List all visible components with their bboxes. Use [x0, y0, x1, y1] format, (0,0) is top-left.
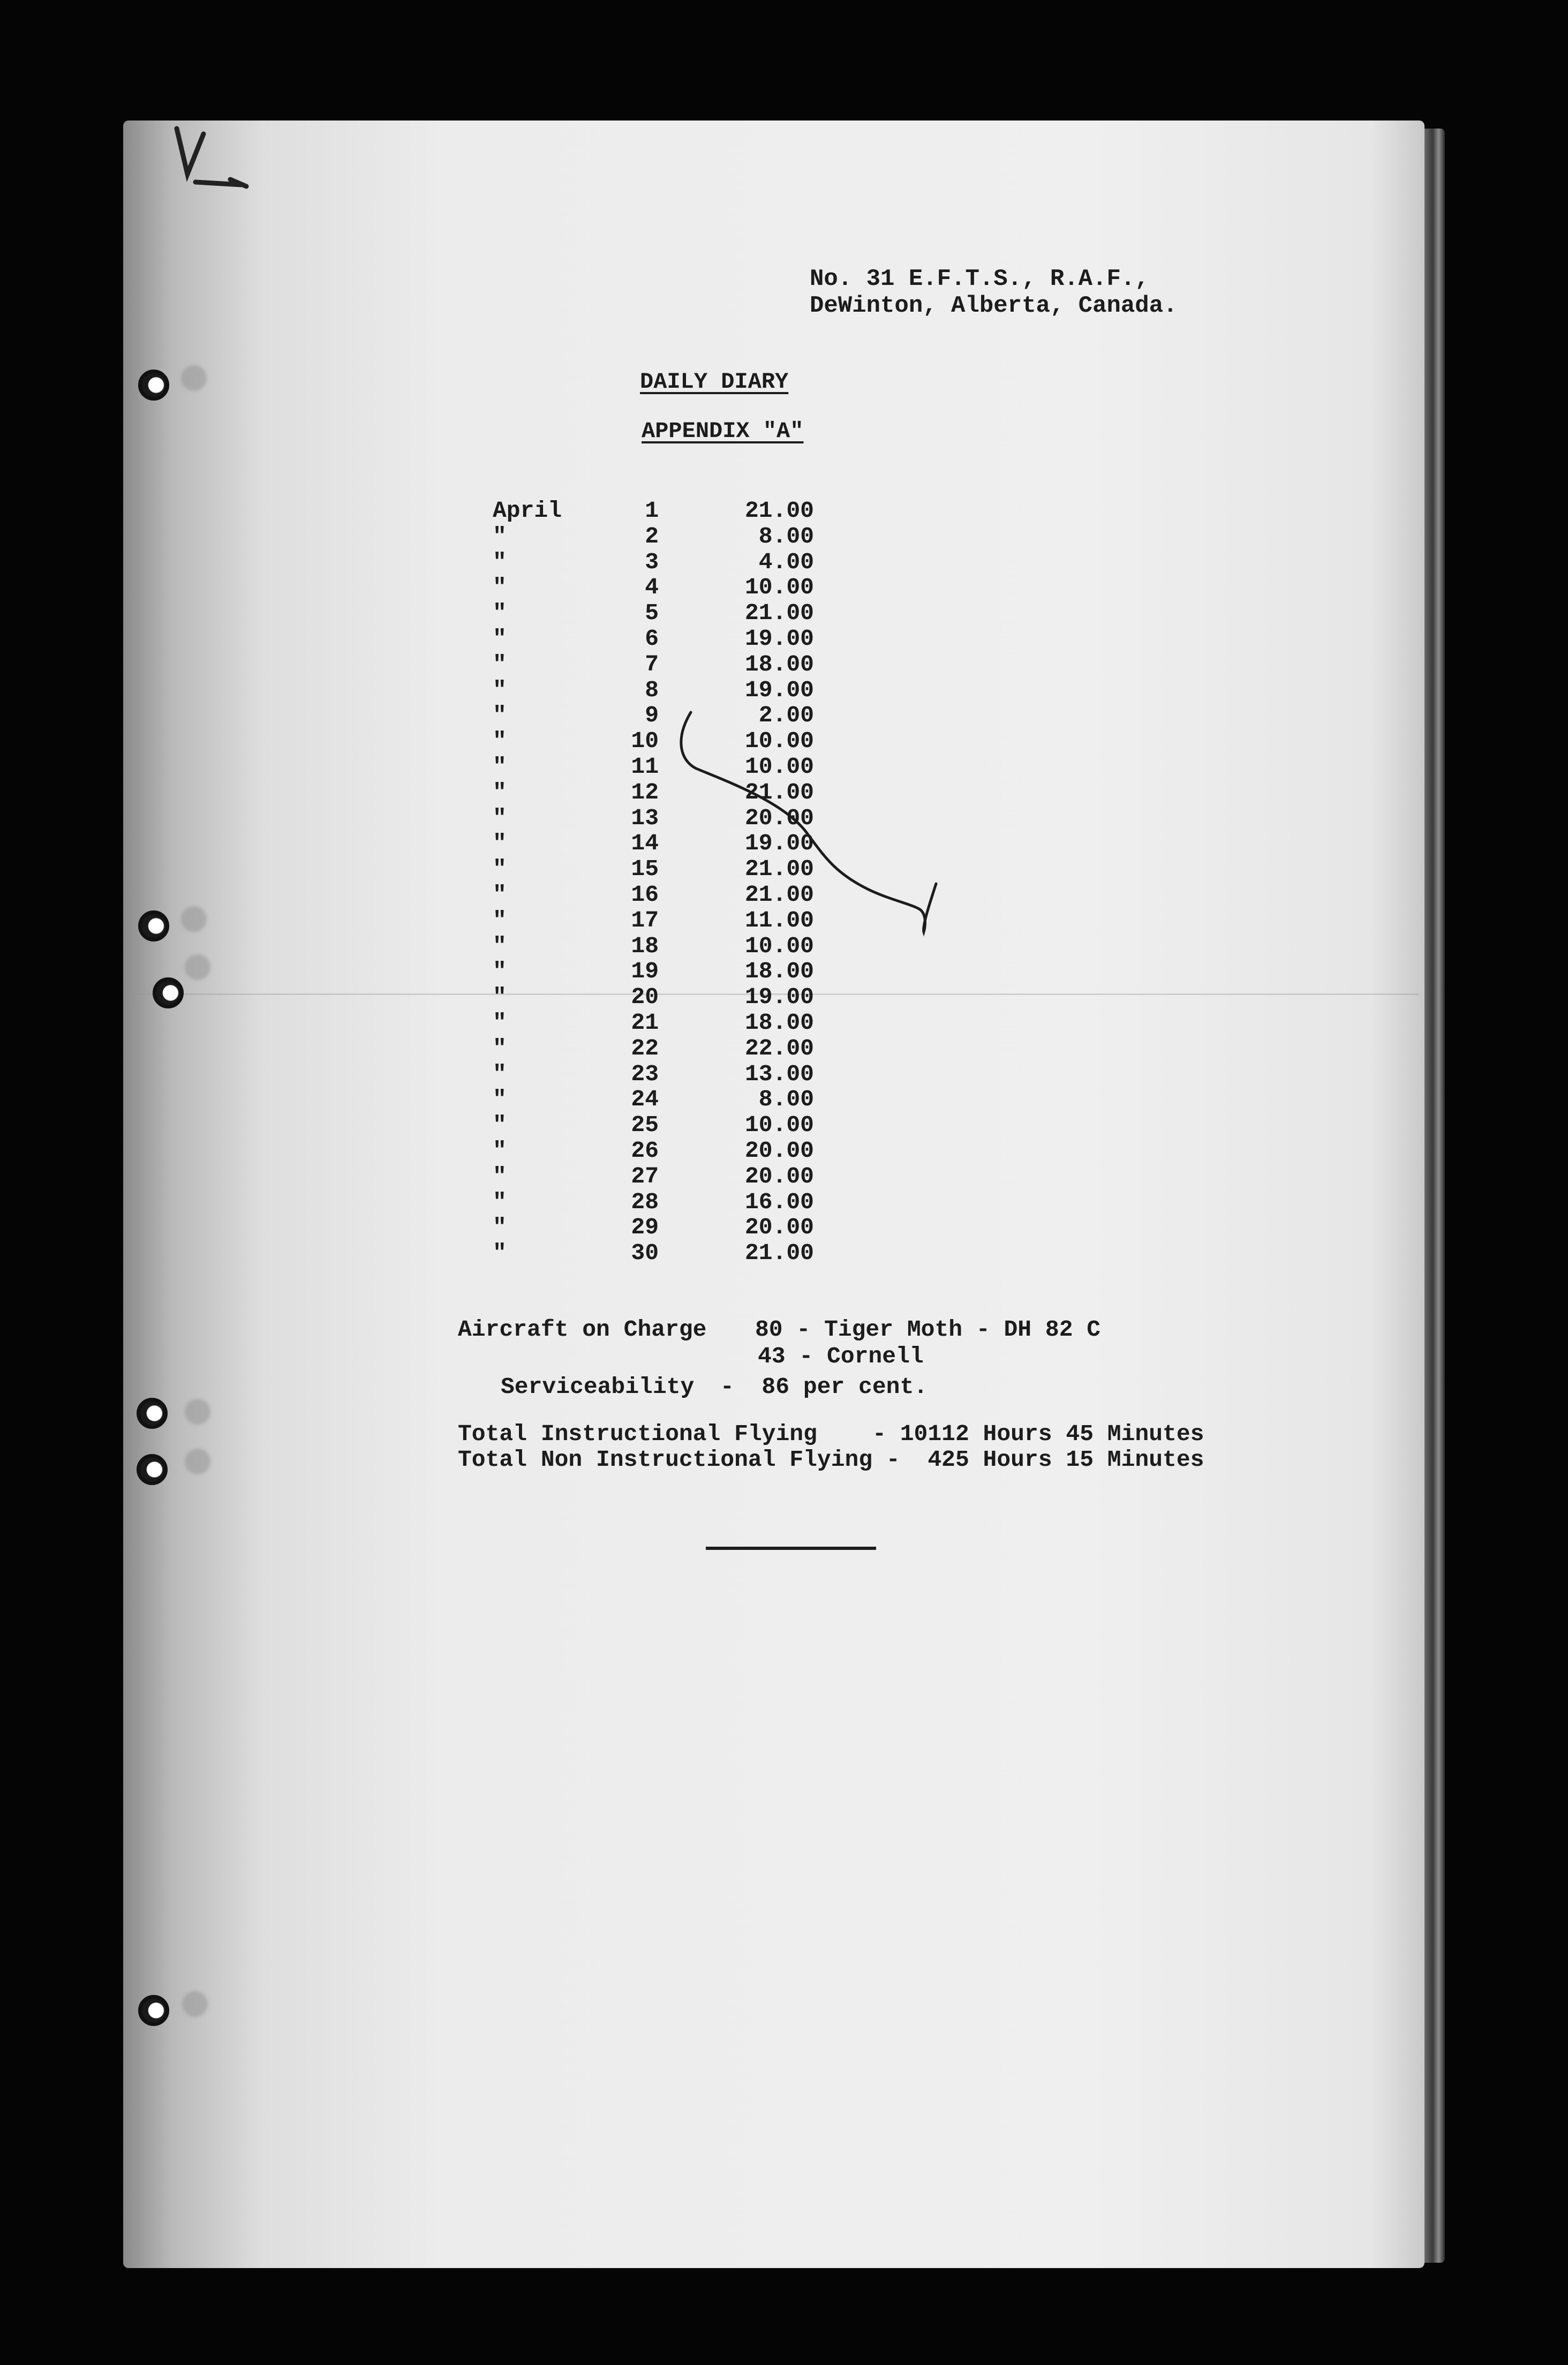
diary-month: " — [493, 932, 507, 959]
aircraft-on-charge-label: Aircraft on Charge — [458, 1316, 707, 1343]
aircraft-cornell: 43 - Cornell — [758, 1343, 924, 1369]
diary-hours: 2.00 — [758, 702, 814, 729]
diary-hours: 13.00 — [744, 1060, 814, 1087]
diary-day: 7 — [645, 651, 659, 677]
diary-hours: 21.00 — [744, 856, 814, 883]
diary-month: " — [493, 1240, 507, 1267]
diary-day: 22 — [631, 1035, 659, 1061]
diary-month: " — [493, 1137, 507, 1164]
unit-header-line2: DeWinton, Alberta, Canada. — [810, 292, 1178, 319]
diary-hours: 20.00 — [744, 1163, 814, 1189]
diary-month: " — [493, 548, 507, 575]
diary-month: " — [493, 676, 507, 703]
closing-rule — [706, 1547, 876, 1550]
diary-day: 14 — [631, 830, 659, 857]
total-instructional-flying: Total Instructional Flying - 10112 Hours 45 Minutes — [458, 1421, 1204, 1447]
diary-day: 21 — [631, 1009, 659, 1036]
diary-hours: 21.00 — [744, 498, 814, 524]
diary-hours: 18.00 — [744, 958, 814, 985]
diary-day: 24 — [631, 1086, 659, 1113]
diary-hours: 11.00 — [744, 907, 814, 933]
diary-hours: 21.00 — [744, 1240, 814, 1267]
diary-day: 8 — [645, 676, 659, 703]
diary-day: 1 — [645, 498, 659, 524]
diary-hours: 21.00 — [744, 779, 814, 805]
diary-hours: 19.00 — [744, 676, 814, 703]
diary-day: 5 — [645, 600, 659, 627]
daily-diary-title: DAILY DIARY — [640, 369, 789, 395]
diary-hours: 22.00 — [744, 1035, 814, 1061]
diary-hours: 16.00 — [744, 1188, 814, 1215]
diary-day: 26 — [631, 1137, 659, 1164]
diary-hours: 18.00 — [744, 651, 814, 677]
diary-day: 15 — [631, 856, 659, 883]
aircraft-tiger-moth: 80 - Tiger Moth - DH 82 C — [755, 1316, 1101, 1343]
diary-month: " — [493, 1214, 507, 1241]
diary-month: " — [493, 651, 507, 677]
diary-month: " — [493, 1035, 507, 1061]
diary-month: " — [493, 958, 507, 985]
diary-hours: 8.00 — [758, 1086, 814, 1113]
diary-month: " — [493, 1060, 507, 1087]
diary-month: " — [493, 1163, 507, 1189]
diary-day: 18 — [631, 932, 659, 959]
diary-day: 16 — [631, 881, 659, 908]
diary-day: 9 — [645, 702, 659, 729]
diary-day: 28 — [631, 1188, 659, 1215]
diary-hours: 20.00 — [744, 1137, 814, 1164]
diary-hours: 19.00 — [744, 625, 814, 652]
diary-month: April — [493, 498, 562, 524]
diary-day: 13 — [631, 804, 659, 831]
diary-month: " — [493, 856, 507, 883]
diary-day: 20 — [631, 984, 659, 1011]
diary-day: 6 — [645, 625, 659, 652]
diary-month: " — [493, 1112, 507, 1139]
diary-hours: 19.00 — [744, 830, 814, 857]
diary-month: " — [493, 753, 507, 780]
diary-hours: 10.00 — [744, 1112, 814, 1139]
diary-month: " — [493, 830, 507, 857]
diary-hours: 21.00 — [744, 600, 814, 627]
diary-day: 2 — [645, 523, 659, 549]
diary-day: 29 — [631, 1214, 659, 1241]
diary-month: " — [493, 702, 507, 729]
diary-month: " — [493, 728, 507, 755]
diary-day: 10 — [631, 728, 659, 755]
total-non-instructional-flying: Total Non Instructional Flying - 425 Hours 15 Minutes — [458, 1447, 1204, 1473]
diary-hours: 10.00 — [744, 753, 814, 780]
diary-hours: 20.00 — [744, 804, 814, 831]
diary-day: 3 — [645, 548, 659, 575]
diary-day: 25 — [631, 1112, 659, 1139]
diary-day: 4 — [645, 574, 659, 601]
diary-hours: 10.00 — [744, 932, 814, 959]
diary-hours: 10.00 — [744, 728, 814, 755]
serviceability-label: Serviceability — [501, 1374, 695, 1400]
diary-hours: 21.00 — [744, 881, 814, 908]
diary-day: 17 — [631, 907, 659, 933]
diary-hours: 4.00 — [758, 548, 814, 575]
diary-hours: 19.00 — [744, 984, 814, 1011]
diary-month: " — [493, 1009, 507, 1036]
diary-day: 27 — [631, 1163, 659, 1189]
diary-day: 30 — [631, 1240, 659, 1267]
diary-month: " — [493, 907, 507, 933]
diary-month: " — [493, 984, 507, 1011]
diary-month: " — [493, 523, 507, 549]
appendix-title: APPENDIX "A" — [642, 418, 804, 444]
diary-month: " — [493, 600, 507, 627]
diary-month: " — [493, 779, 507, 805]
diary-hours: 10.00 — [744, 574, 814, 601]
diary-month: " — [493, 881, 507, 908]
diary-month: " — [493, 574, 507, 601]
diary-hours: 20.00 — [744, 1214, 814, 1241]
diary-month: " — [493, 1086, 507, 1113]
serviceability-value: - 86 per cent. — [720, 1374, 928, 1400]
diary-month: " — [493, 1188, 507, 1215]
diary-day: 23 — [631, 1060, 659, 1087]
diary-day: 19 — [631, 958, 659, 985]
diary-month: " — [493, 804, 507, 831]
diary-day: 12 — [631, 779, 659, 805]
diary-hours: 18.00 — [744, 1009, 814, 1036]
diary-hours: 8.00 — [758, 523, 814, 549]
unit-header-line1: No. 31 E.F.T.S., R.A.F., — [810, 266, 1149, 292]
diary-day: 11 — [631, 753, 659, 780]
diary-month: " — [493, 625, 507, 652]
